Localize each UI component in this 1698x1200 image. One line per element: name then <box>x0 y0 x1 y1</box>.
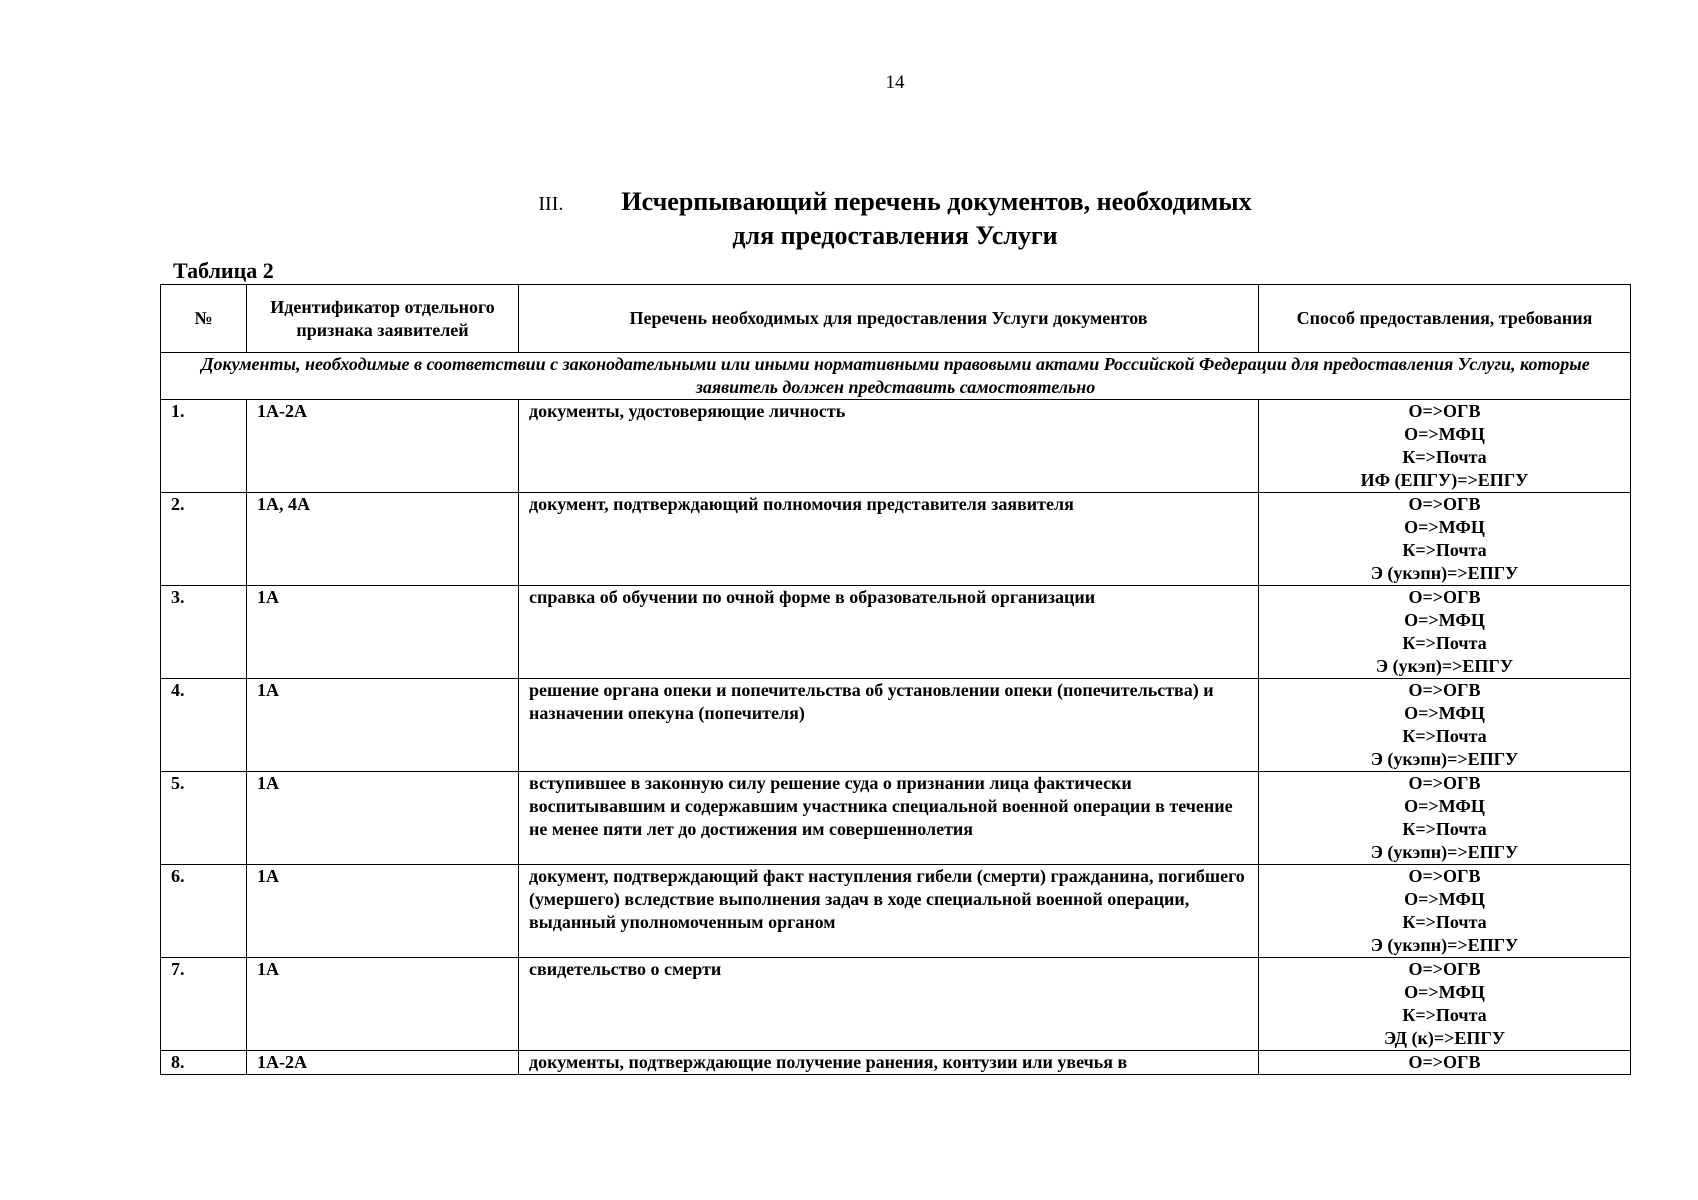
header-number: № <box>161 285 247 353</box>
row-methods <box>1259 865 1631 958</box>
row-document: документы, подтверждающие получение ранения, контузии или увечья в <box>519 1051 1259 1075</box>
section-row-text: Документы, необходимые в соответствии с законодательными или иными нормативными правовыми актами Российской Федерации для предоставления Услуги, которые заявитель должен представить самостоятельно <box>161 353 1631 400</box>
table-row <box>161 586 1631 679</box>
section-title-line-2: для предоставления Услуги <box>732 221 1058 250</box>
header-documents: Перечень необходимых для предоставления Услуги документов <box>519 285 1259 353</box>
method-line: К=>Почта <box>1402 633 1487 653</box>
row-document: документы, удостоверяющие личность <box>519 400 1259 493</box>
method-line: Э (укэпн)=>ЕПГУ <box>1370 749 1519 769</box>
row-document: документ, подтверждающий факт наступления гибели (смерти) гражданина, погибшего (умершего) вследствие выполнения задач в ходе специальной военной операции, выданный уполномоченным органом <box>519 865 1259 958</box>
method-line: О=>МФЦ <box>1404 982 1485 1002</box>
table-row <box>161 958 1631 1051</box>
row-methods <box>1259 1051 1631 1075</box>
row-identifier: 1А, 4А <box>247 493 519 586</box>
row-methods <box>1259 586 1631 679</box>
section-title-line-1 <box>0 186 1698 220</box>
table-row <box>161 865 1631 958</box>
method-line: К=>Почта <box>1402 1005 1487 1025</box>
method-line: ИФ (ЕПГУ)=>ЕПГУ <box>1360 470 1529 490</box>
row-methods <box>1259 400 1631 493</box>
row-identifier: 1А <box>247 958 519 1051</box>
method-line: ЭД (к)=>ЕПГУ <box>1383 1028 1506 1048</box>
header-method: Способ предоставления, требования <box>1259 285 1631 353</box>
method-line: О=>ОГВ <box>1408 866 1481 886</box>
row-identifier: 1А-2А <box>247 1051 519 1075</box>
section-title <box>0 186 1698 252</box>
row-identifier: 1А <box>247 865 519 958</box>
method-line: О=>ОГВ <box>1408 959 1481 979</box>
method-line: Э (укэпн)=>ЕПГУ <box>1370 563 1519 583</box>
row-document: свидетельство о смерти <box>519 958 1259 1051</box>
row-identifier: 1А <box>247 586 519 679</box>
table-row <box>161 772 1631 865</box>
table-row <box>161 493 1631 586</box>
method-line: О=>ОГВ <box>1408 680 1481 700</box>
row-identifier: 1А <box>247 679 519 772</box>
row-number: 6. <box>161 865 247 958</box>
row-methods <box>1259 493 1631 586</box>
method-line: О=>МФЦ <box>1404 703 1485 723</box>
row-number: 3. <box>161 586 247 679</box>
table-row <box>161 1051 1631 1075</box>
method-line: Э (укэп)=>ЕПГУ <box>1375 656 1514 676</box>
method-line: О=>ОГВ <box>1408 401 1481 421</box>
method-line: О=>ОГВ <box>1408 494 1481 514</box>
table-row <box>161 679 1631 772</box>
table-body <box>161 353 1631 1075</box>
row-methods <box>1259 772 1631 865</box>
table-row <box>161 400 1631 493</box>
header-identifier: Идентификатор отдельного признака заявителей <box>247 285 519 353</box>
section-roman-numeral: III. <box>538 193 564 215</box>
row-document: документ, подтверждающий полномочия представителя заявителя <box>519 493 1259 586</box>
row-methods <box>1259 958 1631 1051</box>
row-number: 5. <box>161 772 247 865</box>
method-line: О=>ОГВ <box>1408 587 1481 607</box>
table-caption: Таблица 2 <box>173 258 274 283</box>
documents-table <box>160 284 1631 1075</box>
method-line: К=>Почта <box>1402 726 1487 746</box>
section-title-text-1: Исчерпывающий перечень документов, необходимых <box>621 187 1252 216</box>
row-document: справка об обучении по очной форме в образовательной организации <box>519 586 1259 679</box>
method-line: Э (укэпн)=>ЕПГУ <box>1370 935 1519 955</box>
method-line: Э (укэпн)=>ЕПГУ <box>1370 842 1519 862</box>
method-line: К=>Почта <box>1402 912 1487 932</box>
method-line: О=>ОГВ <box>1408 1052 1481 1072</box>
method-line: О=>МФЦ <box>1404 610 1485 630</box>
method-line: О=>ОГВ <box>1408 773 1481 793</box>
row-document: вступившее в законную силу решение суда о признании лица фактически воспитывавшим и содержавшим участника специальной военной операции в течение не менее пяти лет до достижения им совершеннолетия <box>519 772 1259 865</box>
row-identifier: 1А-2А <box>247 400 519 493</box>
row-number: 8. <box>161 1051 247 1075</box>
method-line: О=>МФЦ <box>1404 517 1485 537</box>
row-identifier: 1А <box>247 772 519 865</box>
method-line: К=>Почта <box>1402 447 1487 467</box>
page-number: 14 <box>885 72 905 93</box>
row-methods <box>1259 679 1631 772</box>
method-line: О=>МФЦ <box>1404 424 1485 444</box>
row-number: 2. <box>161 493 247 586</box>
method-line: К=>Почта <box>1402 540 1487 560</box>
row-number: 7. <box>161 958 247 1051</box>
row-document: решение органа опеки и попечительства об установлении опеки (попечительства) и назначении опекуна (попечителя) <box>519 679 1259 772</box>
method-line: О=>МФЦ <box>1404 796 1485 816</box>
section-row <box>161 353 1631 400</box>
method-line: О=>МФЦ <box>1404 889 1485 909</box>
row-number: 1. <box>161 400 247 493</box>
table-header-row <box>161 285 1631 353</box>
method-line: К=>Почта <box>1402 819 1487 839</box>
row-number: 4. <box>161 679 247 772</box>
